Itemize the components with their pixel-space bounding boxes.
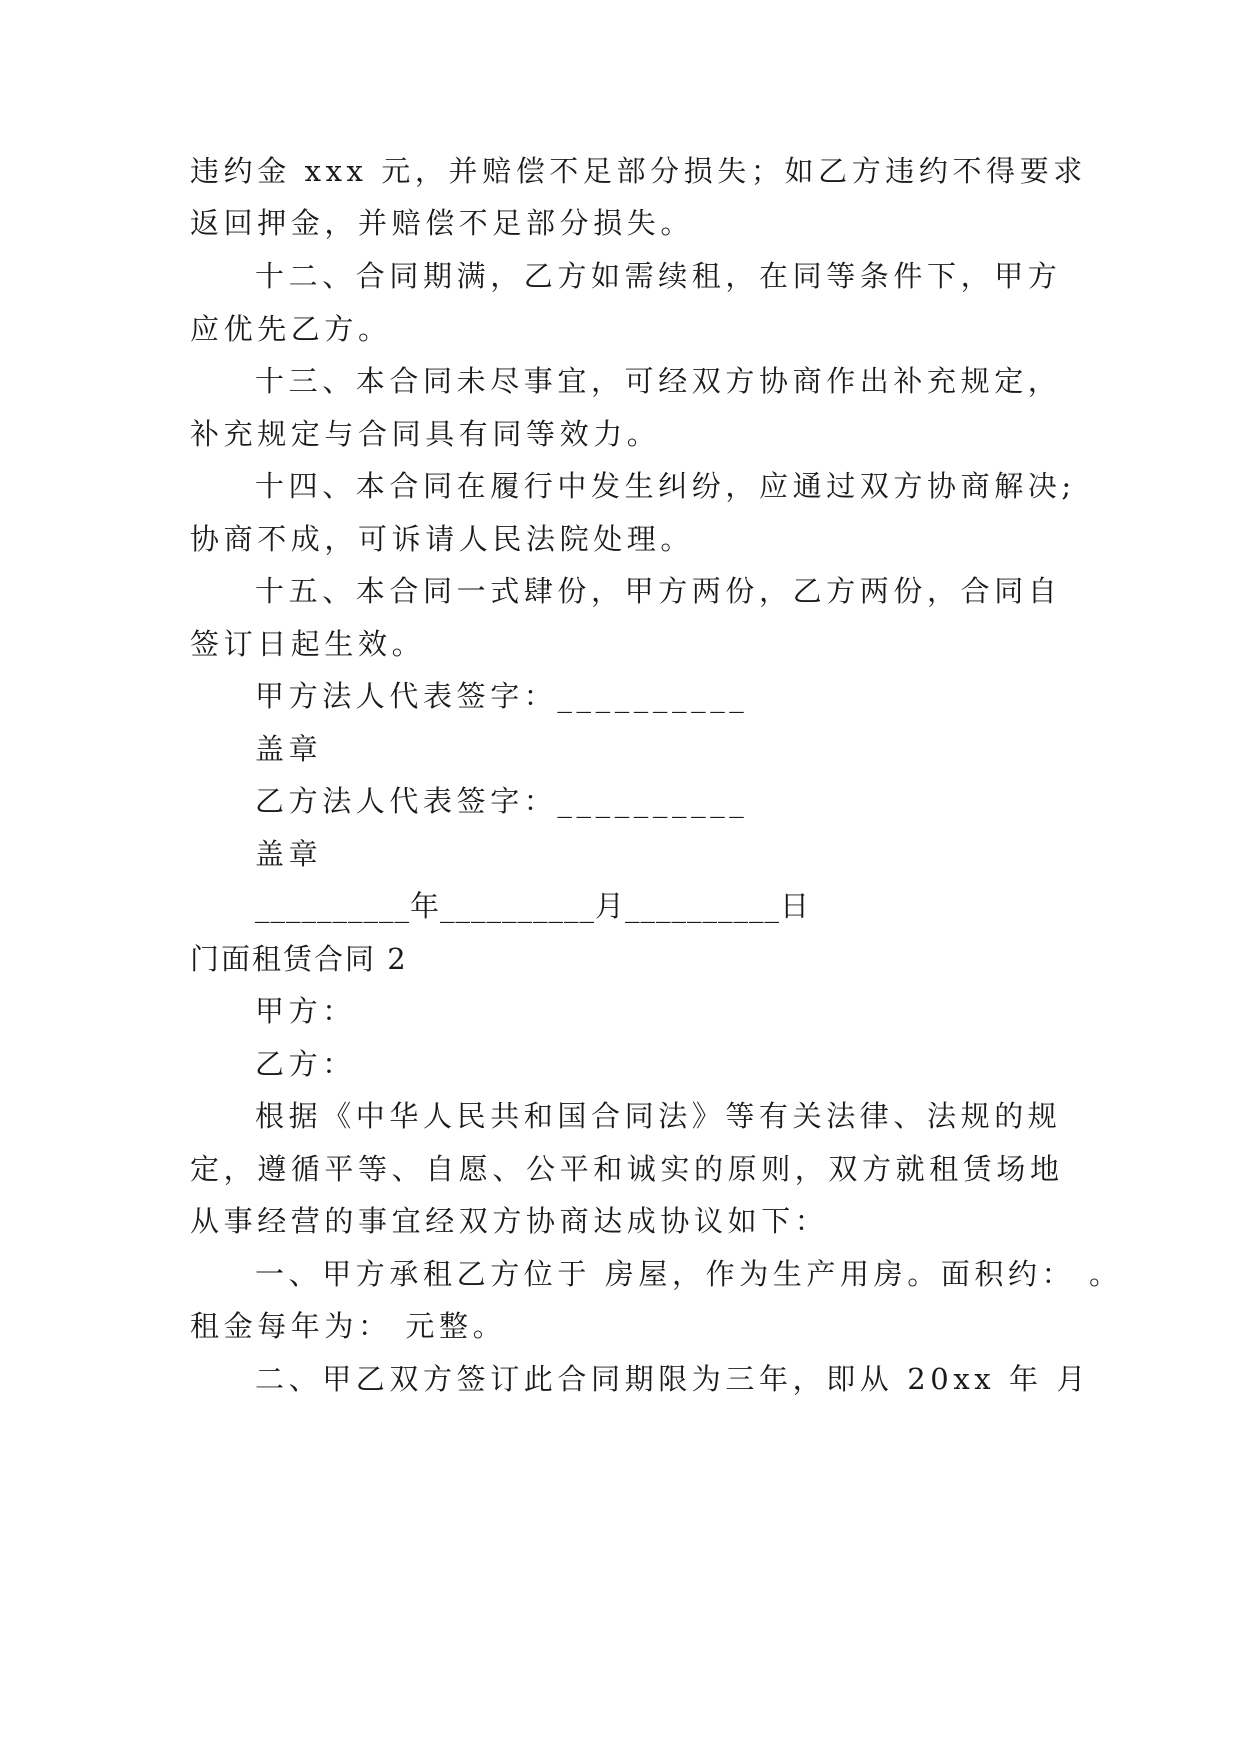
text-line: 违约金 xxx 元，并赔偿不足部分损失；如乙方违约不得要求 bbox=[190, 154, 1087, 188]
text-line: 签订日起生效。 bbox=[190, 627, 426, 661]
clause-12: 十二、合同期满，乙方如需续租，在同等条件下，甲方 bbox=[255, 259, 1062, 293]
party-b-seal-label: 盖章 bbox=[255, 837, 323, 871]
party-b-signature-line: 乙方法人代表签字：__________ bbox=[255, 784, 749, 818]
text-line: 租金每年为： 元整。 bbox=[190, 1309, 507, 1343]
text-line: 返回押金，并赔偿不足部分损失。 bbox=[190, 206, 695, 240]
clause-14: 十四、本合同在履行中发生纠纷，应通过双方协商解决; bbox=[255, 469, 1076, 503]
text-line: 从事经营的事宜经双方协商达成协议如下： bbox=[190, 1204, 829, 1238]
preamble-paragraph: 根据《中华人民共和国合同法》等有关法律、法规的规 bbox=[255, 1099, 1062, 1133]
clause-13: 十三、本合同未尽事宜，可经双方协商作出补充规定， bbox=[255, 364, 1062, 398]
clause-1: 一、甲方承租乙方位于 房屋，作为生产用房。面积约： 。 bbox=[255, 1257, 1123, 1291]
text-line: 定，遵循平等、自愿、公平和诚实的原则，双方就租赁场地 bbox=[190, 1152, 1064, 1186]
party-a-seal-label: 盖章 bbox=[255, 732, 323, 766]
party-b-label: 乙方： bbox=[255, 1047, 356, 1081]
text-line: 补充规定与合同具有同等效力。 bbox=[190, 417, 661, 451]
clause-2: 二、甲乙双方签订此合同期限为三年，即从 20xx 年 月 bbox=[255, 1362, 1091, 1396]
date-line: __________年__________月__________日 bbox=[255, 889, 811, 923]
party-a-label: 甲方： bbox=[255, 994, 356, 1028]
clause-15: 十五、本合同一式肆份，甲方两份，乙方两份，合同自 bbox=[255, 574, 1062, 608]
text-line: 应优先乙方。 bbox=[190, 312, 392, 346]
text-line: 协商不成，可诉请人民法院处理。 bbox=[190, 522, 695, 556]
contract-2-title: 门面租赁合同 2 bbox=[190, 942, 408, 976]
party-a-signature-line: 甲方法人代表签字：__________ bbox=[255, 679, 749, 713]
